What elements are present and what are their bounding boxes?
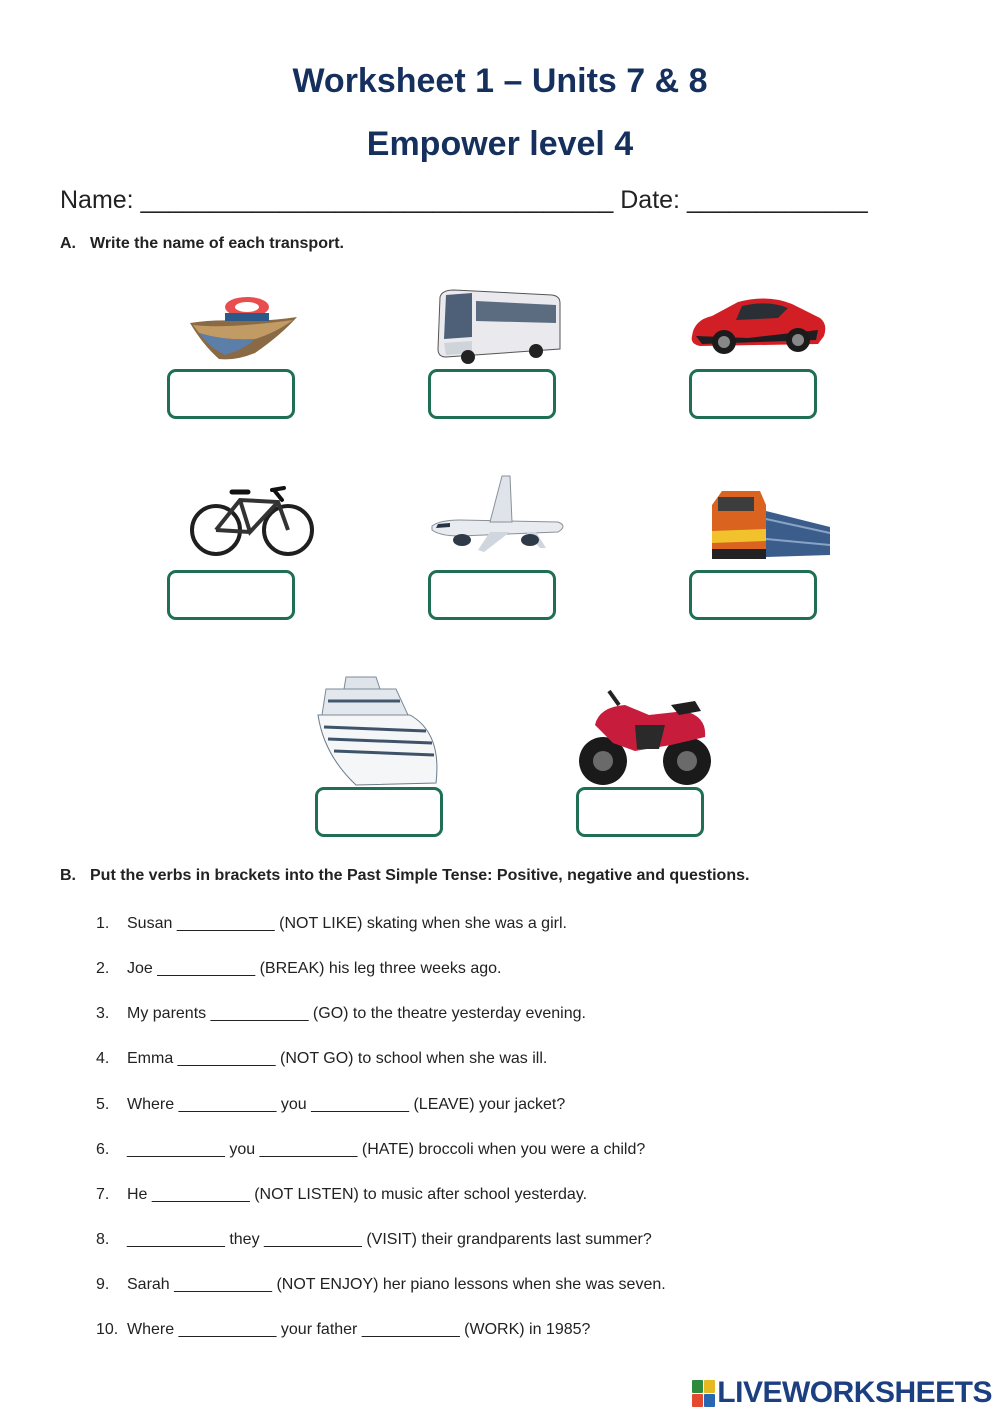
airplane-icon <box>430 474 570 556</box>
question-text: ___________ you ___________ (HATE) broccoli when you were a child? <box>127 1141 646 1158</box>
liveworksheets-logo[interactable] <box>692 1376 992 1410</box>
question-item[interactable] <box>96 1276 666 1294</box>
answer-box-bicycle[interactable] <box>167 570 295 620</box>
question-item[interactable] <box>96 1321 590 1339</box>
section-b-heading <box>60 867 749 885</box>
question-text: Emma ___________ (NOT GO) to school when she was ill. <box>127 1050 548 1067</box>
section-b-letter: B. <box>60 867 76 884</box>
logo-square-red <box>692 1394 703 1407</box>
question-number: 5. <box>96 1096 110 1113</box>
car-icon <box>688 290 828 358</box>
logo-square-blue <box>704 1394 715 1407</box>
question-text: Sarah ___________ (NOT ENJOY) her piano lessons when she was seven. <box>127 1276 666 1293</box>
logo-mark-icon <box>692 1380 715 1407</box>
section-a-instruction: Write the name of each transport. <box>90 235 344 252</box>
question-text: ___________ they ___________ (VISIT) their grandparents last summer? <box>127 1231 652 1248</box>
question-item[interactable] <box>96 1186 587 1204</box>
question-item[interactable] <box>96 1005 586 1023</box>
question-number: 7. <box>96 1186 110 1203</box>
question-number: 6. <box>96 1141 110 1158</box>
boat-icon <box>185 285 300 363</box>
question-text: He ___________ (NOT LISTEN) to music after school yesterday. <box>127 1186 588 1203</box>
answer-box-motorcycle[interactable] <box>576 787 704 837</box>
question-text: Susan ___________ (NOT LIKE) skating when she was a girl. <box>127 915 567 932</box>
question-item[interactable] <box>96 1050 547 1068</box>
question-text: Where ___________ your father ___________ (WORK) in 1985? <box>127 1321 591 1338</box>
answer-box-boat[interactable] <box>167 369 295 419</box>
question-text: My parents ___________ (GO) to the theatre yesterday evening. <box>127 1005 586 1022</box>
cruise-ship-icon <box>316 675 444 787</box>
answer-box-bus[interactable] <box>428 369 556 419</box>
answer-box-car[interactable] <box>689 369 817 419</box>
bicycle-icon <box>188 480 316 558</box>
question-number: 9. <box>96 1276 110 1293</box>
question-number: 1. <box>96 915 110 932</box>
question-text: Where ___________ you ___________ (LEAVE) your jacket? <box>127 1096 566 1113</box>
question-number: 3. <box>96 1005 110 1022</box>
bus-icon <box>432 287 564 365</box>
answer-box-train[interactable] <box>689 570 817 620</box>
question-item[interactable] <box>96 1141 645 1159</box>
motorcycle-icon <box>575 685 715 789</box>
answer-box-airplane[interactable] <box>428 570 556 620</box>
name-date-line: Name: __________________________________ Date: _____________ <box>60 186 868 214</box>
logo-square-green <box>692 1380 703 1393</box>
train-icon <box>706 485 832 567</box>
question-item[interactable] <box>96 1096 565 1114</box>
worksheet-title: Worksheet 1 – Units 7 & 8 <box>292 62 708 100</box>
section-b-instruction: Put the verbs in brackets into the Past Simple Tense: Positive, negative and questions. <box>90 867 750 884</box>
worksheet-subtitle: Empower level 4 <box>366 125 634 163</box>
question-number: 8. <box>96 1231 110 1248</box>
answer-box-cruise-ship[interactable] <box>315 787 443 837</box>
question-item[interactable] <box>96 1231 652 1249</box>
question-number: 2. <box>96 960 110 977</box>
question-number: 10. <box>96 1321 119 1338</box>
question-item[interactable] <box>96 915 567 933</box>
question-number: 4. <box>96 1050 110 1067</box>
logo-square-yellow <box>704 1380 715 1393</box>
logo-text: LIVEWORKSHEETS <box>717 1376 992 1409</box>
section-a-heading <box>60 235 344 253</box>
section-a-letter: A. <box>60 235 76 252</box>
question-text: Joe ___________ (BREAK) his leg three weeks ago. <box>127 960 502 977</box>
question-item[interactable] <box>96 960 501 978</box>
